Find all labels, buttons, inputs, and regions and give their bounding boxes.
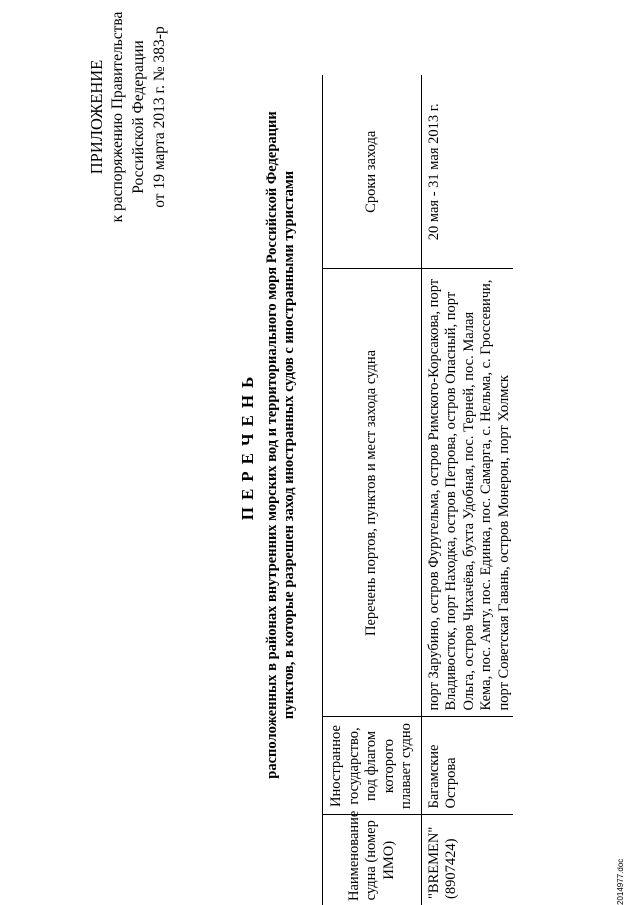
column-header-vessel: Наименование судна (номер ИМО) <box>323 815 422 905</box>
column-header-ports: Перечень портов, пунктов и мест захода судна <box>323 269 422 717</box>
cell-ports: порт Зарубино, остров Фуругельма, остров Римского-Корсакова, порт Владивосток, порт Находка, остров Петрова, остров Опасный, порт Ольга, остров Чихачёва, бухта Удобная, пос. Терней, пос. Малая Кема, пос. Амгу, пос. Единка, пос. Самарга, с. Нельма, с. Гроссевичи, порт Советская Гавань, остров Монерон, порт Холмск <box>421 269 513 717</box>
appendix-line: от 19 марта 2013 г. № 383-р <box>151 26 168 208</box>
cell-flag: Багамские Острова <box>421 717 513 815</box>
table-row <box>421 75 513 905</box>
cell-dates: 20 мая - 31 мая 2013 г. <box>421 75 513 269</box>
column-header-flag: Иностранное государство, под флагом которого плавает судно <box>323 717 422 815</box>
table-header-row <box>323 75 422 905</box>
column-header-dates: Сроки захода <box>323 75 422 269</box>
cell-vessel: "BREMEN" (8907424) <box>425 826 459 899</box>
title-main: ПЕРЕЧЕНЬ <box>238 369 257 521</box>
document-reference: 2014977.doc <box>616 858 625 905</box>
document-title <box>238 85 298 805</box>
appendix-block <box>86 0 170 237</box>
appendix-heading: ПРИЛОЖЕНИЕ <box>87 59 106 175</box>
ports-table <box>322 75 513 905</box>
title-subtitle: пунктов, в которые разрешен заход иностранных судов с иностранными туристами <box>281 170 297 720</box>
appendix-line: к распоряжению Правительства <box>109 11 126 223</box>
title-subtitle: расположенных в районах внутренних морских вод и территориального моря Российской Федерации <box>264 111 280 779</box>
appendix-line: Российской Федерации <box>130 40 147 194</box>
